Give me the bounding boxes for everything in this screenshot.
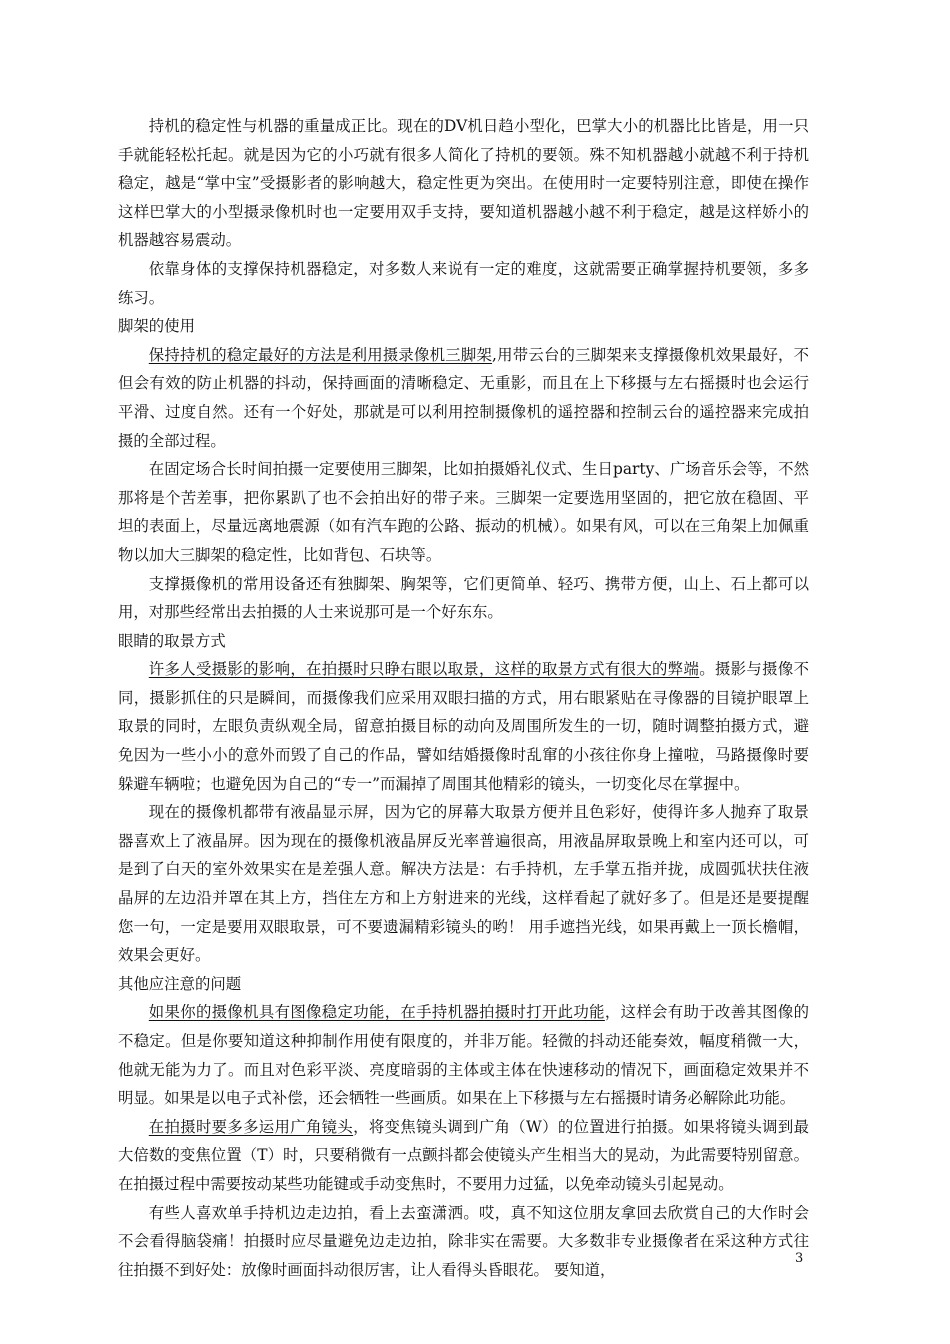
paragraph-lcd-screen bbox=[118, 798, 809, 970]
paragraph-text: 。摄影与摄像不同，摄影抓住的只是瞬间，而摄像我们应采用双眼扫描的方式，用右眼紧贴在寻像器的目镜护眼罩上取景的同时，左眼负责纵观全局，留意拍摄目标的动向及周围所发生的一切，随时调整拍摄方式，避免因为一些小小的意外而毁了自己的作品，譬如结婚摄像时乱窜的小孩往你身上撞啦，马路摄像时要躲避车辆啦；也避免因为自己的“专一”而漏掉了周围其他精彩的镜头，一切变化尽在掌握中。 bbox=[118, 660, 809, 793]
paragraph-handheld-stability bbox=[118, 112, 809, 255]
paragraph-wide-angle bbox=[118, 1113, 809, 1199]
section-heading-other-issues: 其他应注意的问题 bbox=[118, 974, 242, 993]
paragraph-eye-framing bbox=[118, 655, 809, 798]
section-heading-eye-framing: 眼睛的取景方式 bbox=[118, 631, 226, 650]
paragraph-text: 现在的摄像机都带有液晶显示屏，因为它的屏幕大取景方便并且色彩好，使得许多人抛弃了取景器喜欢上了液晶屏。因为现在的摄像机液晶屏反光率普遍很高，用液晶屏取景晚上和室内还可以，可是到了白天的室外效果实在是差强人意。解决方法是：右手持机，左手掌五指并拢，成圆弧状扶住液晶屏的左边沿并罩在其上方，挡住左方和上方射进来的光线，这样看起了就好多了。但是还是要提醒您一句，一定是要用双眼取景，可不要遗漏精彩镜头的哟！ 用手遮挡光线，如果再戴上一顶长檐帽，效果会更好。 bbox=[118, 803, 809, 965]
paragraph-text: ,用带云台的三脚架来支撑摄像机效果最好，不但会有效的防止机器的抖动，保持画面的清晰稳定、无重影，而且在上下移摄与左右摇摄时也会运行平滑、过度自然。还有一个好处，那就是可以利用控制摄像机的遥控器和控制云台的遥控器来完成拍摄的全部过程。 bbox=[118, 345, 809, 450]
underlined-key-sentence: 如果你的摄像机具有图像稳定功能，在手持机器拍摄时打开此功能 bbox=[148, 1003, 605, 1022]
paragraph-tripod-fixed-location bbox=[118, 455, 809, 569]
underlined-key-sentence: 在拍摄时要多多运用广角镜头 bbox=[148, 1117, 354, 1136]
paragraph-text: ，将变焦镜头调到广角（W）的位置进行拍摄。如果将镜头调到最大倍数的变焦位置（T）时，只要稍微有一点颤抖都会使镜头产生相当大的晃动，为此需要特别留意。在拍摄过程中需要按动某些功能键或手动变焦时，不要用力过猛，以免牵动镜头引起晃动。 bbox=[118, 1117, 809, 1193]
page-number: 3 bbox=[795, 1251, 804, 1266]
paragraph-text: 持机的稳定性与机器的重量成正比。现在的DV机日趋小型化，巴掌大小的机器比比皆是，用一只手就能轻松托起。就是因为它的小巧就有很多人简化了持机的要领。殊不知机器越小就越不利于持机稳定，越是“掌中宝”受摄影者的影响越大，稳定性更为突出。在使用时一定要特别注意，即使在操作这样巴掌大的小型摄录像机时也一定要用双手支持，要知道机器越小越不利于稳定，越是这样娇小的机器越容易震动。 bbox=[118, 117, 809, 250]
paragraph-body-support bbox=[118, 255, 809, 312]
paragraph-text: 支撑摄像机的常用设备还有独脚架、胸架等，它们更简单、轻巧、携带方便，山上、石上都可以用，对那些经常出去拍摄的人士来说那可是一个好东东。 bbox=[118, 574, 809, 622]
underlined-key-sentence: 许多人受摄影的影响，在拍摄时只睁右眼以取景，这样的取景方式有很大的弊端 bbox=[148, 660, 700, 679]
underlined-key-sentence: 保持持机的稳定最好的方法是利用摄录像机三脚架 bbox=[148, 345, 493, 364]
paragraph-text: 在固定场合长时间拍摄一定要使用三脚架，比如拍摄婚礼仪式、生日party、广场音乐会等，不然那将是个苦差事，把你累趴了也不会拍出好的带子来。三脚架一定要选用坚固的，把它放在稳固、平坦的表面上，尽量远离地震源（如有汽车跑的公路、振动的机械）。如果有风，可以在三角架上加佩重物以加大三脚架的稳定性，比如背包、石块等。 bbox=[118, 460, 809, 564]
paragraph-text: ，这样会有助于改善其图像的不稳定。但是你要知道这种抑制作用使有限度的，并非万能。轻微的抖动还能奏效，幅度稍微一大，他就无能为力了。而且对色彩平淡、亮度暗弱的主体或主体在快速移动的情况下，画面稳定效果并不明显。如果是以电子式补偿，还会牺牲一些画质。如果在上下移摄与左右摇摄时请务必解除此功能。 bbox=[118, 1003, 809, 1108]
paragraph-text: 有些人喜欢单手持机边走边拍，看上去蛮潇洒。哎，真不知这位朋友拿回去欣赏自己的大作时会不会看得脑袋痛！拍摄时应尽量避免边走边拍，除非实在需要。大多数非专业摄像者在采这种方式往往拍摄不到好处：放像时画面抖动很厉害，让人看得头昏眼花。 要知道， bbox=[118, 1203, 809, 1279]
document-body bbox=[118, 112, 809, 1284]
paragraph-walking-shooting bbox=[118, 1199, 809, 1285]
paragraph-monopod-chest-mount bbox=[118, 570, 809, 627]
section-heading-tripod: 脚架的使用 bbox=[118, 317, 195, 336]
paragraph-tripod-best-method bbox=[118, 341, 809, 455]
paragraph-text: 依靠身体的支撑保持机器稳定，对多数人来说有一定的难度，这就需要正确掌握持机要领，多多练习。 bbox=[118, 259, 809, 307]
paragraph-image-stabilization bbox=[118, 998, 809, 1112]
